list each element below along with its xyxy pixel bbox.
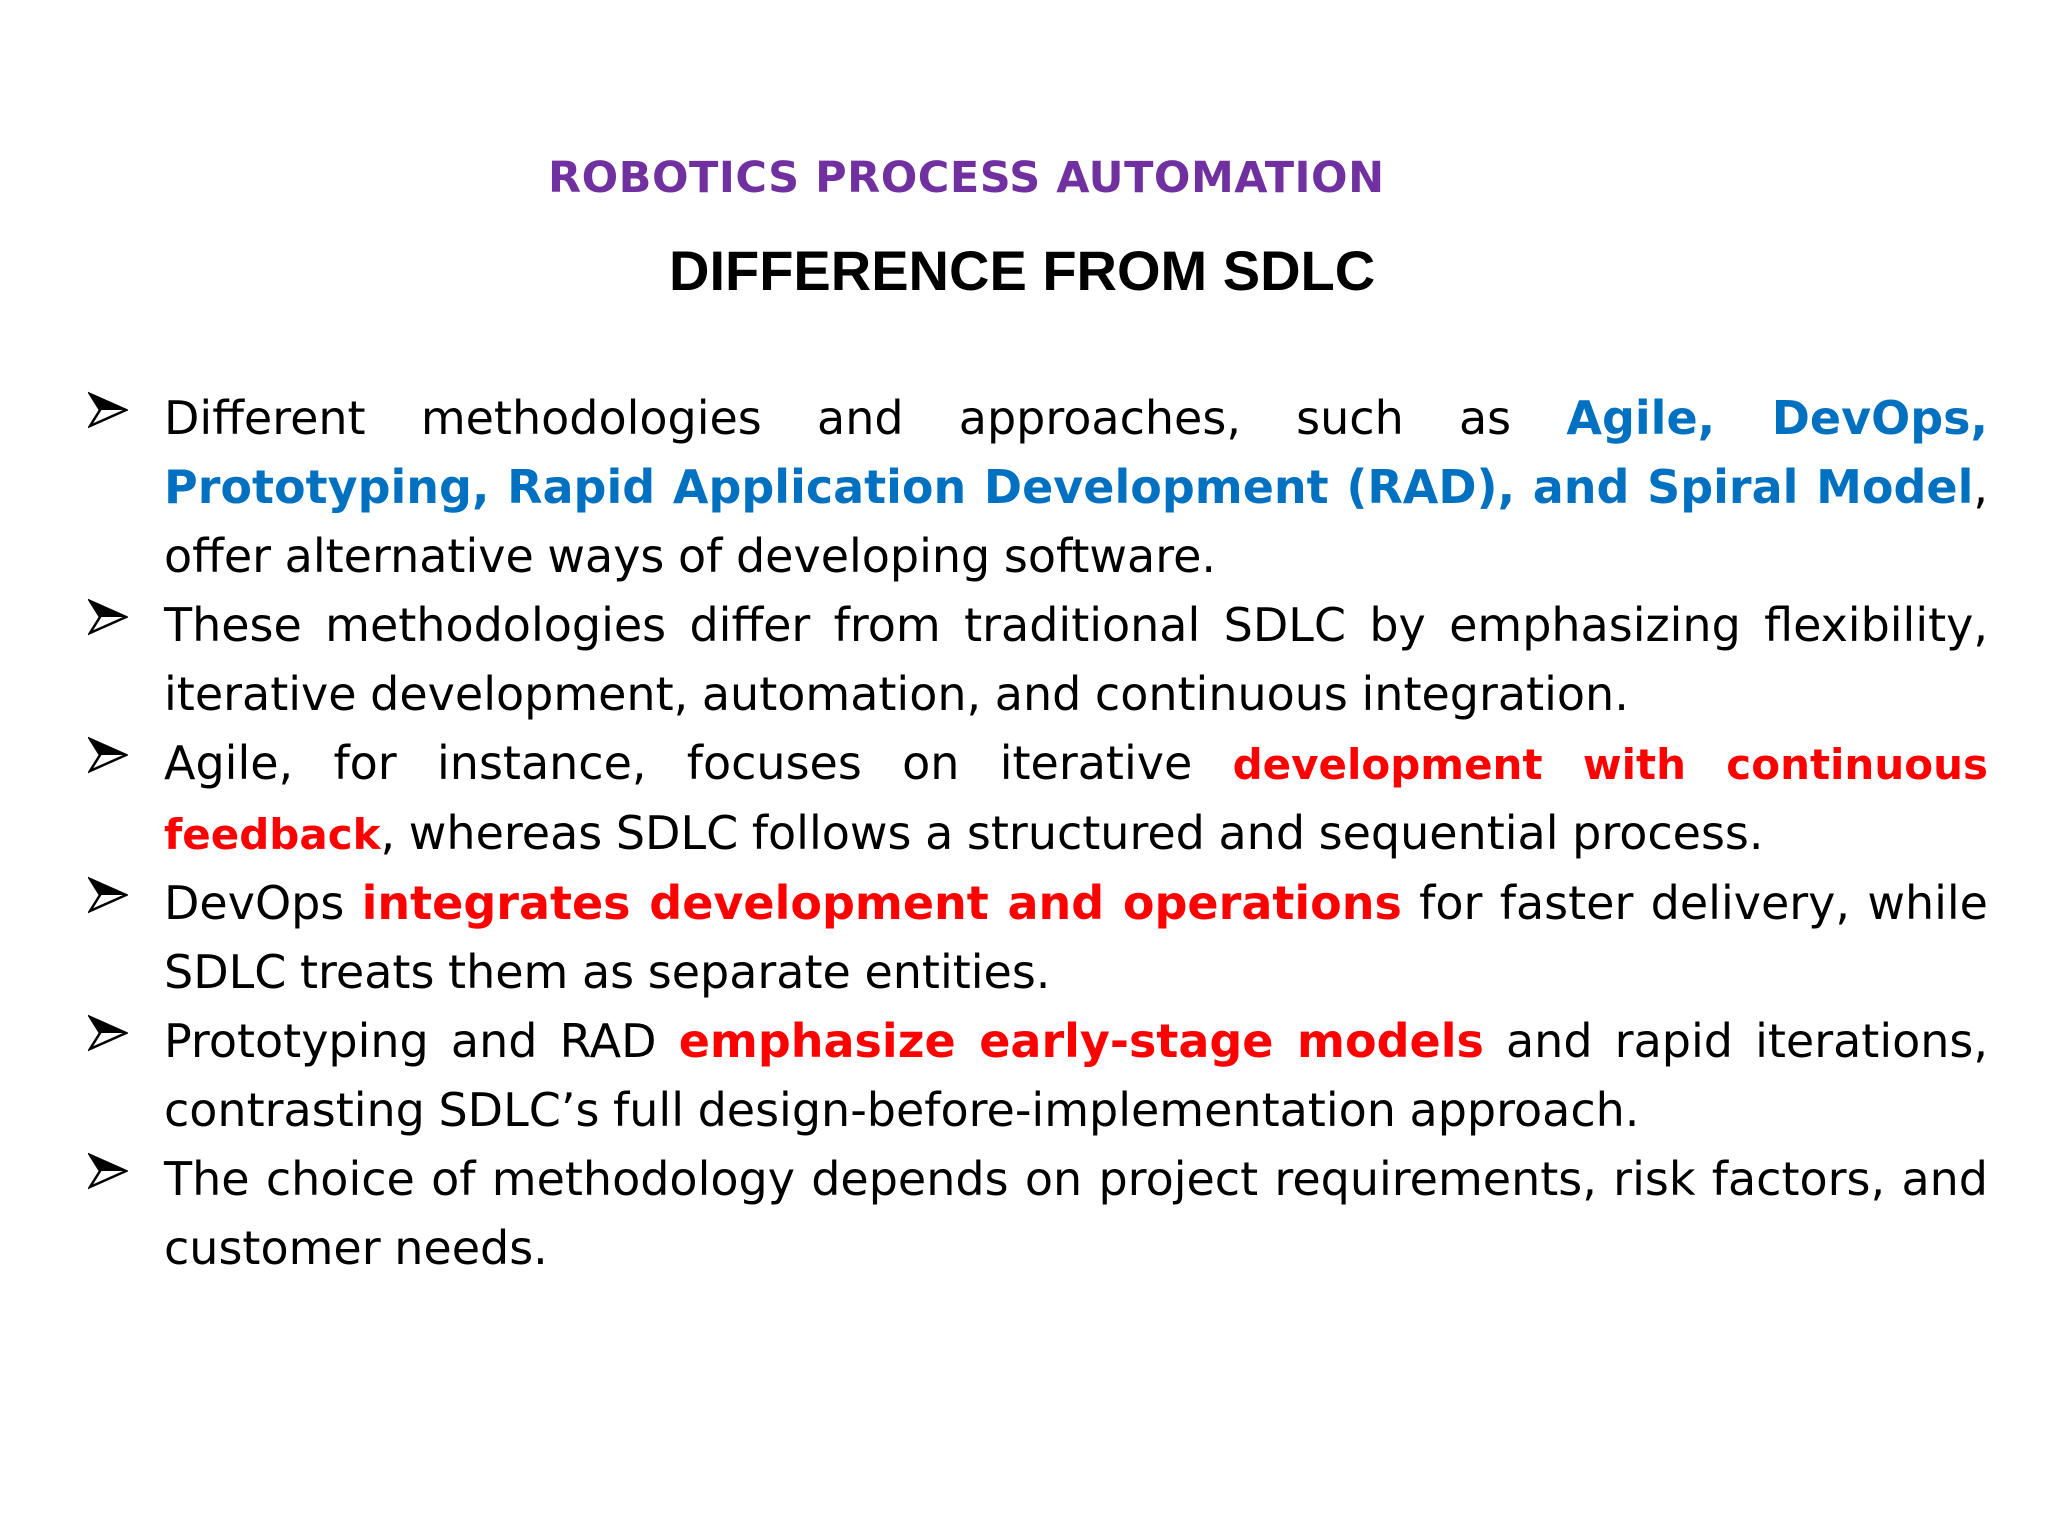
bullet-text: Agile, for instance, focuses on iterative [164,736,1233,790]
bullet-highlight-red: integrates development and operations [361,876,1402,930]
bullet-text: for faster delivery, while SDLC treats them as separate entities. [164,876,1988,999]
bullet-text: and rapid iterations, contrasting SDLC’s full design-before-implementation approach. [164,1014,1988,1137]
bullet-highlight-red: development with continuous feedback [164,740,1988,859]
bullet-list [88,384,1988,1283]
bullet-text: Different methodologies and approaches, such as [164,391,1567,445]
arrowhead-bullet-icon [88,1151,128,1191]
bullet-item [88,591,1988,729]
arrowhead-bullet-icon [88,735,128,775]
bullet-item [88,869,1988,1007]
arrowhead-bullet-icon [88,875,128,915]
arrowhead-bullet-icon [88,390,128,430]
bullet-text: Prototyping and RAD [164,1014,679,1068]
bullet-item [88,1007,1988,1145]
bullet-text: , offer alternative ways of developing software. [164,460,1988,583]
bullet-text: These methodologies differ from traditional SDLC by emphasizing flexibility, iterative development, automation, and continuous integration. [164,598,1988,721]
bullet-item [88,729,1988,869]
bullet-text: , whereas SDLC follows a structured and sequential process. [380,806,1764,860]
bullet-highlight-blue: Agile, DevOps, Prototyping, Rapid Application Development (RAD), and Spiral Model [164,391,1988,514]
arrowhead-bullet-icon [88,597,128,637]
arrowhead-bullet-icon [88,1013,128,1053]
bullet-item [88,1145,1988,1283]
bullet-highlight-red: emphasize early-stage models [678,1014,1484,1068]
bullet-text: DevOps [164,876,362,930]
header-title: ROBOTICS PROCESS AUTOMATION [548,153,1385,203]
page-title: DIFFERENCE FROM SDLC [669,239,1376,302]
bullet-item [88,384,1988,591]
bullet-text: The choice of methodology depends on project requirements, risk factors, and customer needs. [164,1152,1988,1275]
